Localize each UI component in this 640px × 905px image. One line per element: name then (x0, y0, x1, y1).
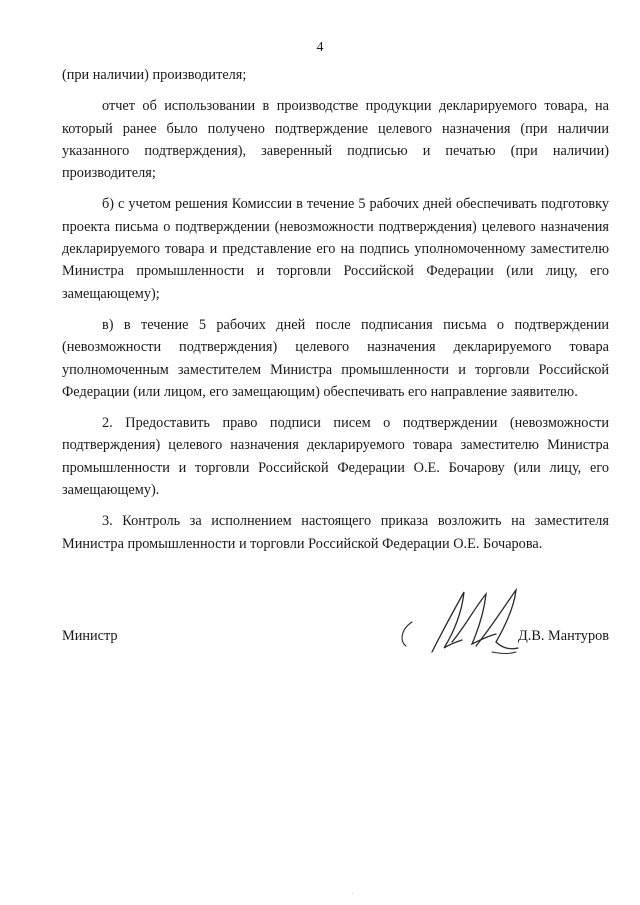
document-body (62, 64, 609, 564)
paragraph-item-b: б) с учетом решения Комиссии в течение 5 рабочих дней обеспечивать подготовку проекта письма о подтверждении (невозможности подтверждения) целевого назначения декларируемого товара и представление его на подпись уполномоченному заместителю Министра промышленности и торговли Российской Федерации (или лицу, его замещающему); (62, 196, 609, 302)
signatory-title: Министр (62, 628, 118, 644)
paragraph-clause-2: 2. Предоставить право подписи писем о подтверждении (невозможности подтверждения) целевого назначения декларируемого товара заместителю Министра промышленности и торговли Российской Федерации О.Е. Бочарову (или лицу, его замещающему). (62, 415, 609, 499)
scan-speck (352, 893, 353, 894)
paragraph-usage-report: отчет об использовании в производстве продукции декларируемого товара, на который ранее было получено подтверждение целевого назначения (при наличии указанного подтверждения), заверенный подписью и печатью (при наличии) производителя; (62, 98, 609, 182)
paragraph-continuation: (при наличии) производителя; (62, 67, 247, 83)
signatory-name: Д.В. Мантуров (518, 628, 609, 644)
paragraph-item-v: в) в течение 5 рабочих дней после подписания письма о подтверждении (невозможности подтверждения) целевого назначения декларируемого товара уполномоченным заместителем Министра промышленности и торговли Российской Федерации (или лицом, его замещающим) обеспечивать его направление заявителю. (62, 316, 609, 400)
page-number: 4 (316, 40, 324, 55)
signature-block (62, 628, 609, 658)
paragraph-clause-3: 3. Контроль за исполнением настоящего приказа возложить на заместителя Министра промышленности и торговли Российской Федерации О.Е. Бочарова. (62, 513, 609, 552)
